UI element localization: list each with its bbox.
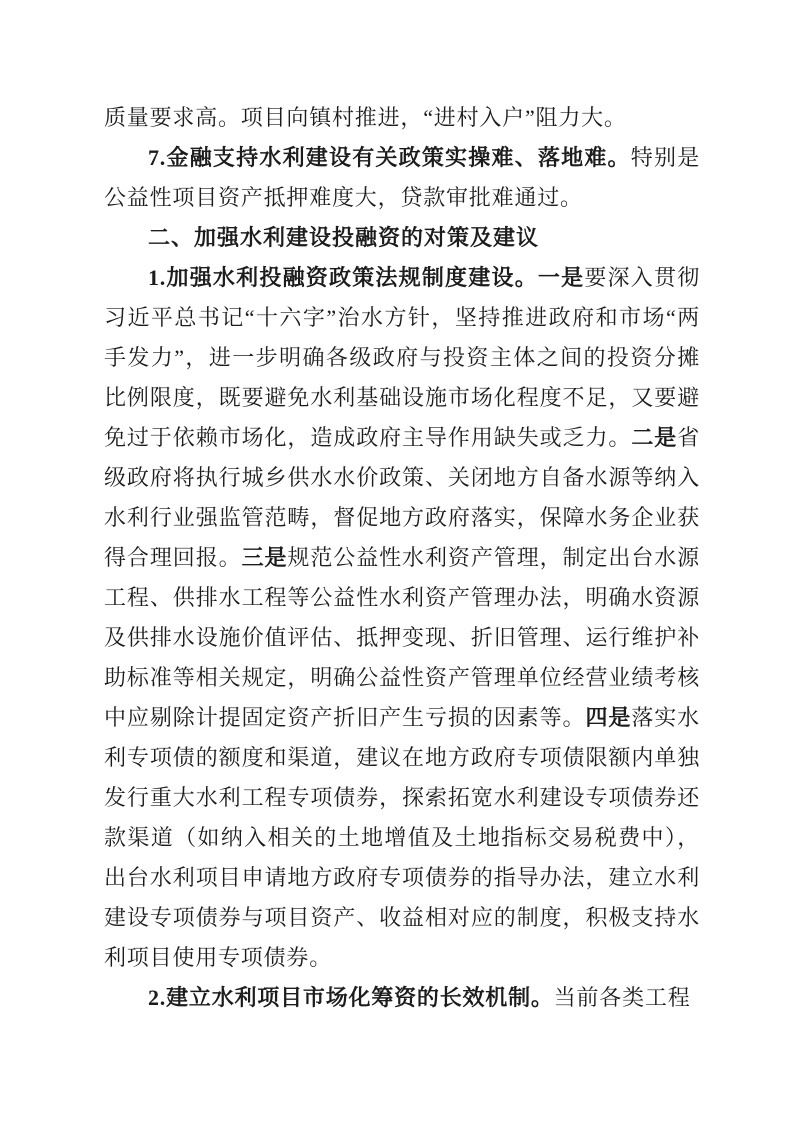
text-run: 7.金融支持水利建设有关政策实操难、落地难。 [148, 145, 631, 170]
document-body [104, 98, 700, 1018]
section-heading-2 [104, 218, 700, 258]
text-run: 三是 [241, 545, 288, 570]
text-run: 1.加强水利投融资政策法规制度建设。 [148, 265, 538, 290]
text-run: 二、加强水利建设投融资的对策及建议 [148, 225, 540, 250]
text-run: 一是 [537, 265, 585, 290]
text-run: 规范公益性水利资产管理，制定出台水源工程、供排水工程等公益性水利资产管理办法，明确水资源及供排水设施价值评估、抵押变现、折旧管理、运行维护补助标准等相关规定，明确公益性资产管理单位经营业绩考核中应剔除计提固定资产折旧产生亏损的因素等。 [104, 545, 700, 730]
paragraph-continuation-6 [104, 98, 700, 138]
text-run: 质量要求高。项目向镇村推进，“进村入户”阻力大。 [104, 105, 627, 130]
text-run: 落实水利专项债的额度和渠道，建议在地方政府专项债限额内单独发行重大水利工程专项债券，探索拓宽水利建设专项债券还款渠道（如纳入相关的土地增值及土地指标交易税费中），出台水利项目申请地方政府专项债券的指导办法，建立水利建设专项债券与项目资产、收益相对应的制度，积极支持水利项目使用专项债券。 [104, 705, 700, 970]
text-run: 二是 [631, 425, 678, 450]
paragraph-suggestion-1 [104, 258, 700, 978]
text-run: 特别是公益性项目资产抵押难度大，贷款审批难通过。 [104, 145, 700, 210]
paragraph-suggestion-2 [104, 978, 700, 1018]
text-run: 当前各类工程 [553, 985, 691, 1010]
text-run: 省级政府将执行城乡供水水价政策、关闭地方自备水源等纳入水利行业强监管范畴，督促地方政府落实，保障水务企业获得合理回报。 [104, 425, 700, 570]
paragraph-point-7 [104, 138, 700, 218]
text-run: 四是 [585, 705, 632, 730]
text-run: 要深入贯彻习近平总书记“十六字”治水方针，坚持推进政府和市场“两手发力”，进一步明确各级政府与投资主体之间的投资分摊比例限度，既要避免水利基础设施市场化程度不足，又要避免过于依赖市场化，造成政府主导作用缺失或乏力。 [104, 265, 700, 450]
text-run: 2.建立水利项目市场化筹资的长效机制。 [148, 985, 554, 1010]
